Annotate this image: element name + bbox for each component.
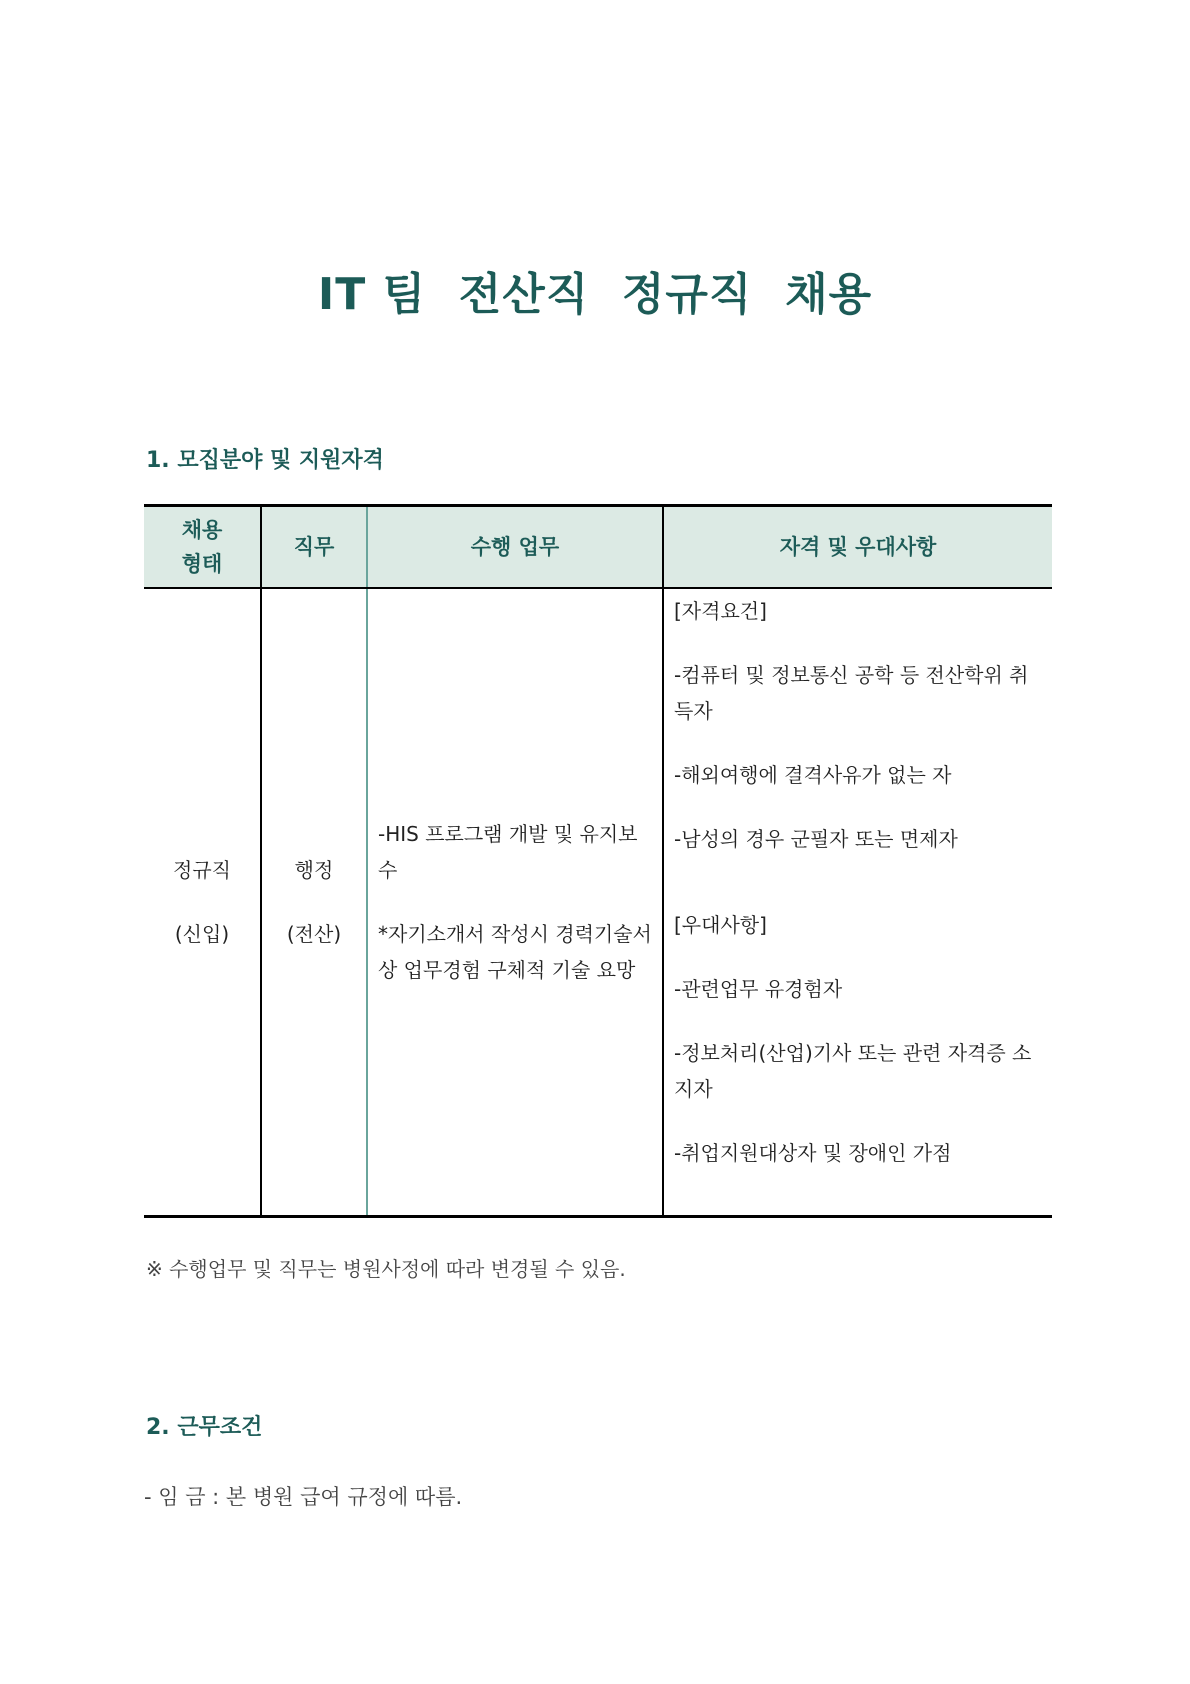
duties-cell [367,588,663,1216]
section-heading-conditions: 2. 근무조건 [146,1415,263,1440]
qualifications-cell [663,588,1052,1216]
job-detail: (전산) [286,921,342,946]
header-job: 직무 [261,506,367,589]
condition-salary: - 임 금 : 본 병원 급여 규정에 따름. [144,1485,463,1509]
header-duties: 수행 업무 [367,506,663,589]
preference-item: -정보처리(산업)기사 또는 관련 자격증 소지자 [674,1041,1032,1101]
section-heading-recruitment: 1. 모집분야 및 지원자격 [146,448,384,473]
duty-note: *자기소개서 작성시 경력기술서상 업무경험 구체적 기술 요망 [378,921,652,982]
page-title: IT 팀 전산직 정규직 채용 [317,269,873,320]
preference-item: -취업지원대상자 및 장애인 가점 [674,1141,952,1165]
table-header-row [144,506,1052,589]
employment-type-cell [144,588,261,1216]
job-cell [261,588,367,1216]
employment-type-detail: (신입) [174,921,230,946]
employment-type-value: 정규직 [173,857,231,882]
qualification-item: -컴퓨터 및 정보통신 공학 등 전산학위 취득자 [674,663,1029,723]
preference-heading: [우대사항] [674,913,767,937]
duty-item: -HIS 프로그램 개발 및 유지보수 [378,821,638,882]
header-qualifications: 자격 및 우대사항 [663,506,1052,589]
qualification-heading: [자격요건] [674,599,767,623]
recruitment-table [144,504,1052,1218]
header-employment-type: 채용 형태 [144,506,261,589]
table-note: ※ 수행업무 및 직무는 병원사정에 따라 변경될 수 있음. [146,1257,626,1281]
qualification-item: -남성의 경우 군필자 또는 면제자 [674,827,958,851]
qualification-item: -해외여행에 결격사유가 없는 자 [674,763,952,787]
table-row [144,588,1052,1216]
job-value: 행정 [294,857,334,882]
preference-item: -관련업무 유경험자 [674,977,843,1001]
